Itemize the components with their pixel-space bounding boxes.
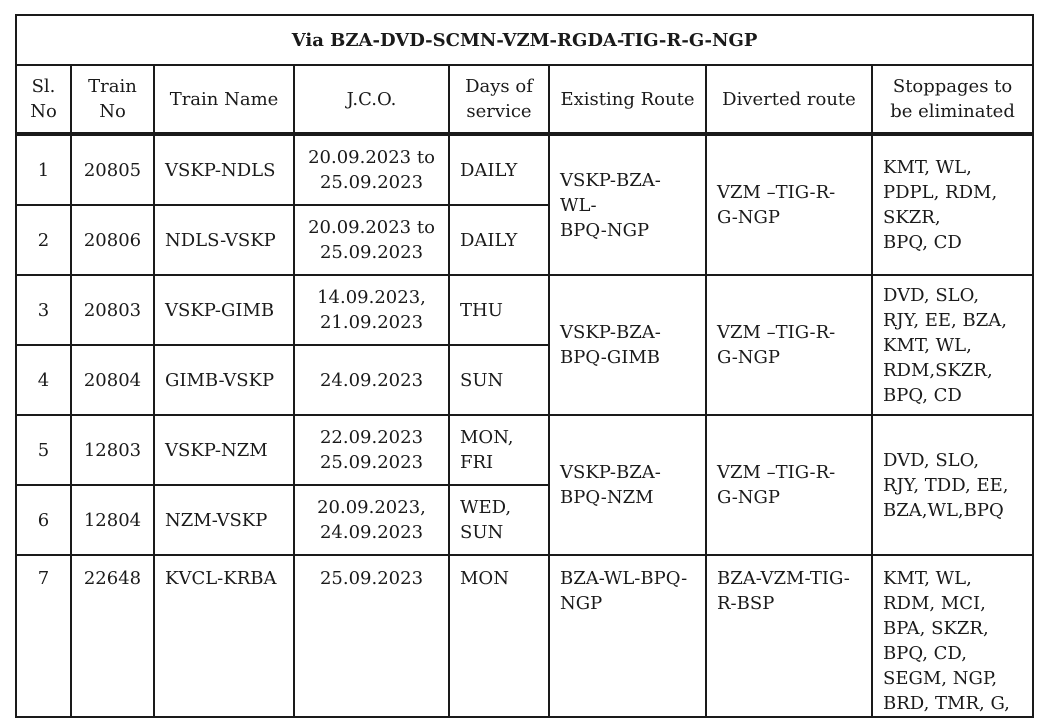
cell-sl: 6 xyxy=(16,485,71,555)
header-stoppages: Stoppages to be eliminated xyxy=(872,65,1033,133)
cell-days: SUN xyxy=(449,345,549,415)
header-train-no: Train No xyxy=(71,65,154,133)
header-days-of-service: Days of service xyxy=(449,65,549,133)
cell-existing-route: VSKP-BZA- BPQ-GIMB xyxy=(549,275,706,415)
cell-jco: 20.09.2023, 24.09.2023 xyxy=(294,485,449,555)
cell-days: DAILY xyxy=(449,135,549,205)
cell-train-no: 20805 xyxy=(71,135,154,205)
cell-days: WED, SUN xyxy=(449,485,549,555)
cell-train-name: VSKP-GIMB xyxy=(154,275,294,345)
cell-train-no: 12804 xyxy=(71,485,154,555)
cell-jco: 20.09.2023 to 25.09.2023 xyxy=(294,135,449,205)
cell-train-name: VSKP-NZM xyxy=(154,415,294,485)
cell-train-name: GIMB-VSKP xyxy=(154,345,294,415)
cell-train-no: 20806 xyxy=(71,205,154,275)
cell-days: MON xyxy=(449,555,549,717)
header-jco: J.C.O. xyxy=(294,65,449,133)
header-train-name: Train Name xyxy=(154,65,294,133)
cell-days: DAILY xyxy=(449,205,549,275)
cell-sl: 2 xyxy=(16,205,71,275)
header-sl-no: Sl. No xyxy=(16,65,71,133)
cell-stoppages: KMT, WL, RDM, MCI, BPA, SKZR, BPQ, CD, SEGM, NGP, BRD, TMR, G, xyxy=(872,555,1033,717)
cell-diverted-route: VZM –TIG-R- G-NGP xyxy=(706,275,872,415)
table-row xyxy=(16,275,1033,345)
cell-stoppages: DVD, SLO, RJY, EE, BZA, KMT, WL, RDM,SKZR, BPQ, CD xyxy=(872,275,1033,415)
cell-jco: 22.09.2023 25.09.2023 xyxy=(294,415,449,485)
table-row xyxy=(16,555,1033,717)
cell-stoppages: KMT, WL, PDPL, RDM, SKZR, BPQ, CD xyxy=(872,135,1033,275)
train-diversion-table xyxy=(15,14,1034,718)
cell-train-no: 22648 xyxy=(71,555,154,717)
header-existing-route: Existing Route xyxy=(549,65,706,133)
cell-jco: 20.09.2023 to 25.09.2023 xyxy=(294,205,449,275)
cell-diverted-route: VZM –TIG-R- G-NGP xyxy=(706,135,872,275)
cell-existing-route: VSKP-BZA- WL- BPQ-NGP xyxy=(549,135,706,275)
cell-train-name: KVCL-KRBA xyxy=(154,555,294,717)
header-row xyxy=(16,65,1033,133)
cell-days: THU xyxy=(449,275,549,345)
cell-jco: 24.09.2023 xyxy=(294,345,449,415)
cell-train-no: 20803 xyxy=(71,275,154,345)
cell-sl: 3 xyxy=(16,275,71,345)
cell-sl: 7 xyxy=(16,555,71,717)
cell-jco: 14.09.2023, 21.09.2023 xyxy=(294,275,449,345)
cell-sl: 5 xyxy=(16,415,71,485)
cell-sl: 1 xyxy=(16,135,71,205)
cell-jco: 25.09.2023 xyxy=(294,555,449,717)
cell-train-name: NZM-VSKP xyxy=(154,485,294,555)
cell-train-name: VSKP-NDLS xyxy=(154,135,294,205)
cell-days: MON, FRI xyxy=(449,415,549,485)
cell-train-no: 20804 xyxy=(71,345,154,415)
cell-existing-route: BZA-WL-BPQ- NGP xyxy=(549,555,706,717)
cell-stoppages: DVD, SLO, RJY, TDD, EE, BZA,WL,BPQ xyxy=(872,415,1033,555)
header-diverted-route: Diverted route xyxy=(706,65,872,133)
cell-existing-route: VSKP-BZA- BPQ-NZM xyxy=(549,415,706,555)
cell-sl: 4 xyxy=(16,345,71,415)
cell-diverted-route: BZA-VZM-TIG- R-BSP xyxy=(706,555,872,717)
cell-diverted-route: VZM –TIG-R- G-NGP xyxy=(706,415,872,555)
cell-train-no: 12803 xyxy=(71,415,154,485)
table-row xyxy=(16,135,1033,205)
table-row xyxy=(16,415,1033,485)
table-title: Via BZA-DVD-SCMN-VZM-RGDA-TIG-R-G-NGP xyxy=(16,15,1033,65)
cell-train-name: NDLS-VSKP xyxy=(154,205,294,275)
